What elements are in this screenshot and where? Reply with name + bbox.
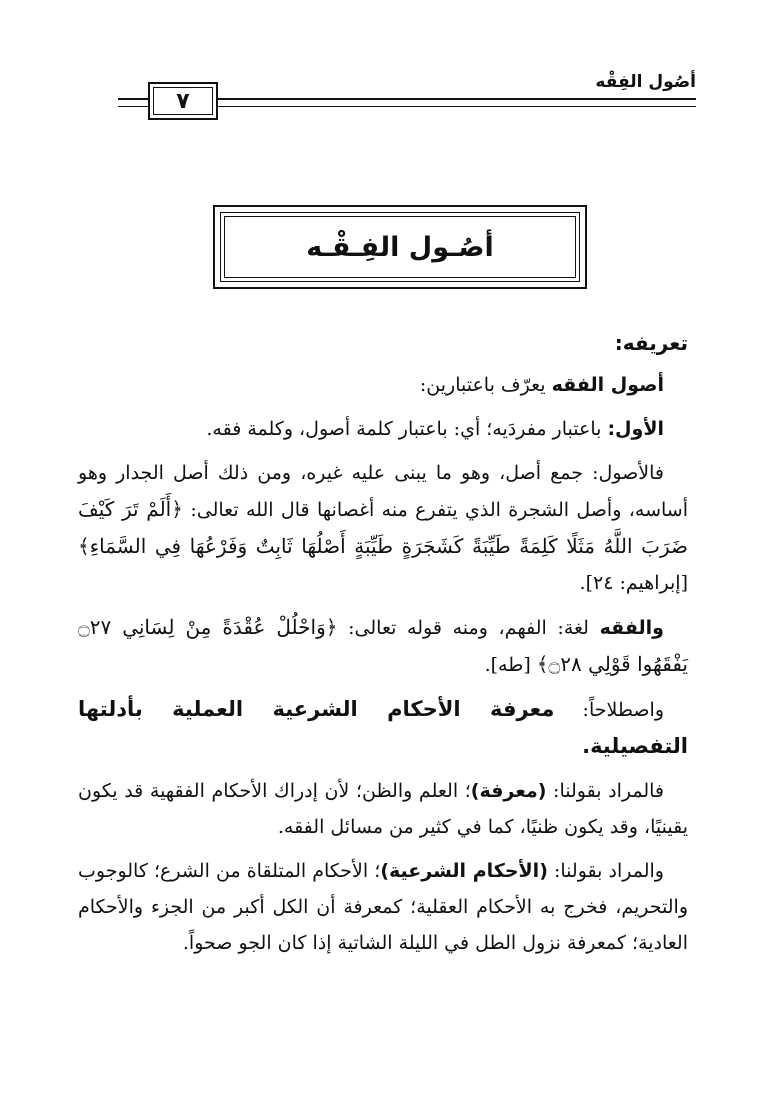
paragraph-5	[78, 691, 688, 765]
quran-verse: ﴿وَاحْلُلْ عُقْدَةً مِنْ لِسَانِي ۝٢٧ يَفْقَهُوا قَوْلِي ۝٢٨﴾	[78, 615, 688, 676]
header-rule-left	[118, 98, 148, 107]
text: فالمراد بقولنا:	[546, 780, 664, 802]
quran-verse: ﴿أَلَمْ تَرَ كَيْفَ ضَرَبَ اللَّهُ مَثَلًا كَلِمَةً طَيِّبَةً كَشَجَرَةٍ طَيِّبَةٍ أَصْلُهَا ثَابِتٌ وَفَرْعُهَا فِي السَّمَاءِ﴾	[78, 497, 688, 558]
chapter-title-frame	[213, 205, 587, 289]
definition: معرفة الأحكام الشرعية العملية بأدلتها التفصيلية.	[78, 697, 688, 758]
paragraph-3	[78, 455, 688, 601]
paragraph-6	[78, 773, 688, 845]
chapter-title: أصُـول الفِـقْـه	[306, 231, 494, 263]
term: (معرفة)	[470, 780, 547, 802]
text: واصطلاحاً:	[554, 699, 664, 721]
paragraph-4	[78, 609, 688, 683]
term: الأول:	[607, 418, 664, 440]
term: (الأحكام الشرعية)	[380, 860, 548, 882]
section-heading: تعريفه:	[614, 331, 688, 355]
term: والفقه	[599, 617, 664, 639]
text: لغة: الفهم، ومنه قوله تعالى:	[337, 617, 600, 639]
paragraph-2	[78, 411, 688, 447]
text: ؛ العلم والظن؛ لأن إدراك الأحكام الفقهية قد يكون يقينيًا، وقد يكون ظنيًا، كما في كثير من مسائل الفقه.	[78, 780, 688, 838]
running-header-title: أصُول الفِقْه	[595, 72, 696, 92]
page-number-box	[148, 82, 218, 120]
text: والمراد بقولنا:	[547, 860, 664, 882]
text: فالأصول: جمع أصل، وهو ما يبنى عليه غيره، ومن ذلك أصل الجدار وهو أساسه، وأصل الشجرة الذي يتفرع منه أغصانها قال الله تعالى:	[78, 462, 688, 521]
text: ؛ الأحكام المتلقاة من الشرع؛ كالوجوب والتحريم، فخرج به الأحكام العقلية؛ كمعرفة أن الكل أكبر من الجزء والأحكام العادية؛ كمعرفة نزول الطل في الليلة الشاتية إذا كان الجو صحواً.	[78, 860, 688, 954]
body-text	[78, 325, 688, 969]
paragraph-1	[78, 367, 688, 403]
text: باعتبار مفردَيه؛ أي: باعتبار كلمة أصول، وكلمة فقه.	[206, 418, 608, 440]
page-number: ٧	[176, 88, 190, 114]
term: أصول الفقه	[551, 374, 664, 396]
verse-reference: [إبراهيم: ٢٤].	[579, 572, 688, 594]
paragraph-7	[78, 853, 688, 961]
verse-reference: [طه].	[484, 654, 537, 676]
text: يعرّف باعتبارين:	[419, 374, 552, 396]
